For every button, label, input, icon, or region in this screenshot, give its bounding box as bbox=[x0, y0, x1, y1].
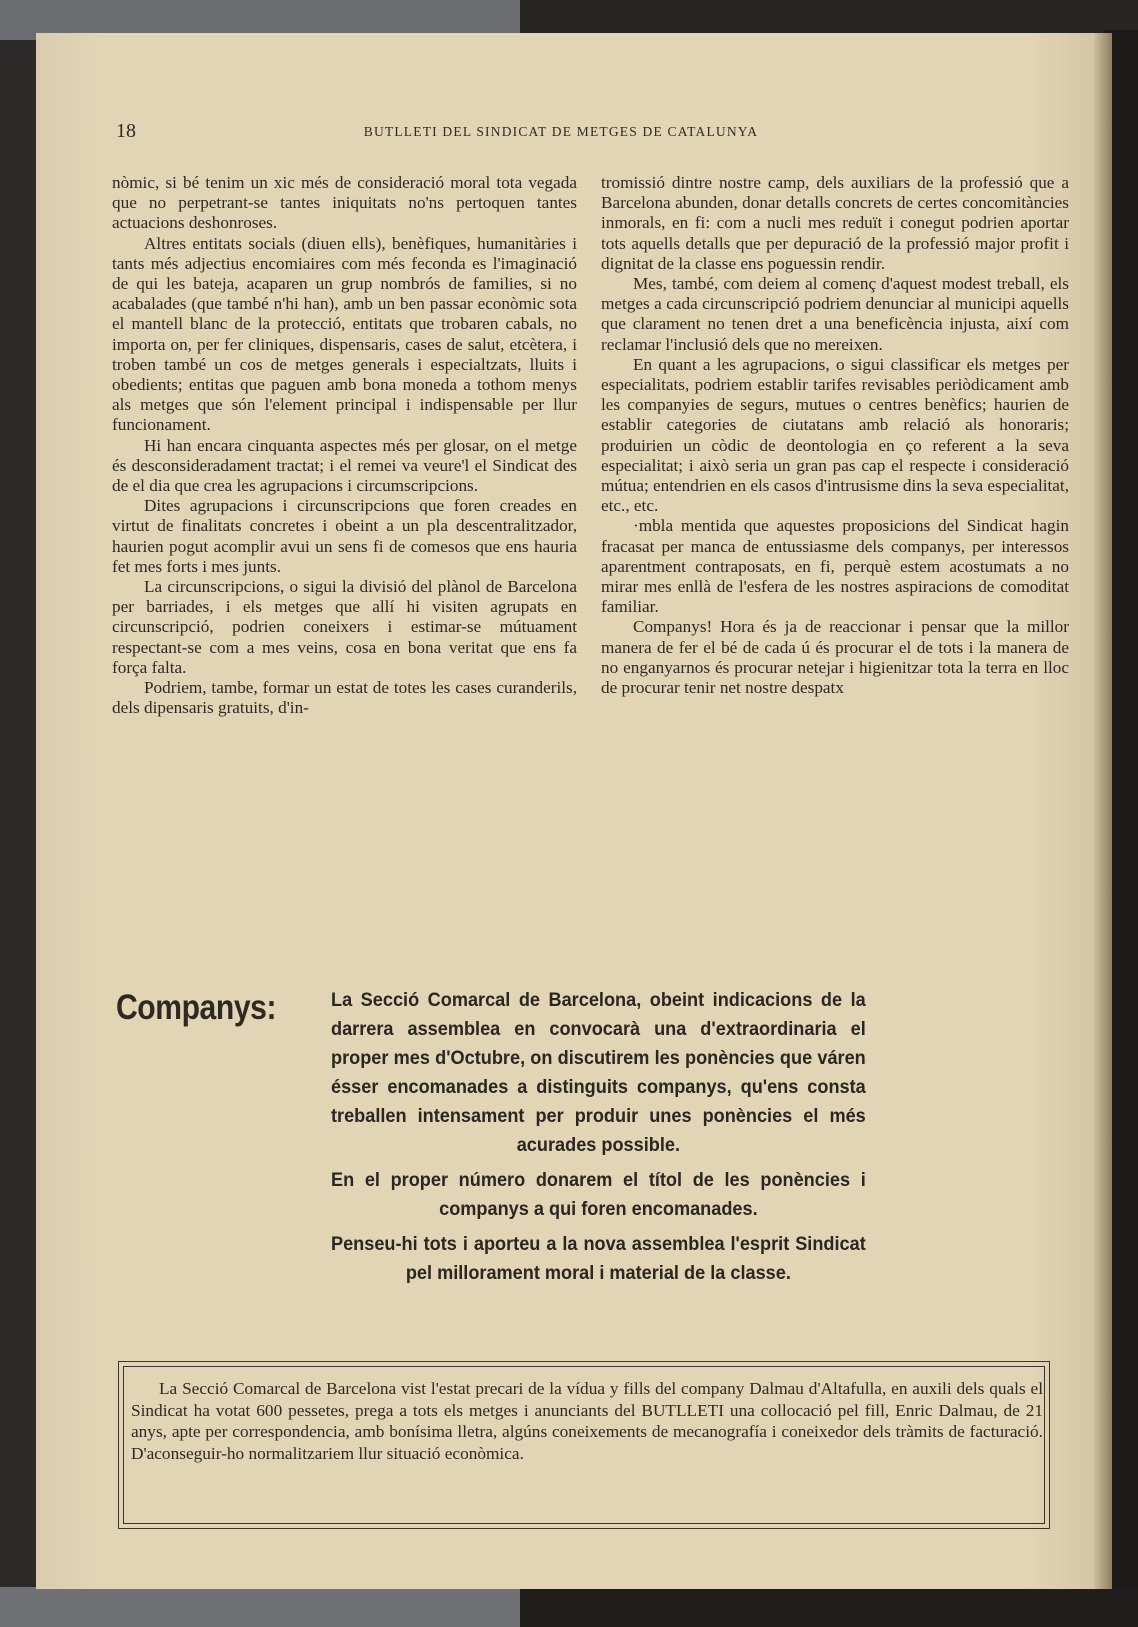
right-column bbox=[601, 173, 1069, 698]
notice-paragraph-3: Penseu-hi tots i aporteu a la nova assemblea l'esprit Sindicat pel millorament moral i material de la classe. bbox=[331, 1233, 866, 1284]
right-paragraph-5: Companys! Hora és ja de reaccionar i pensar que la millor manera de fer el bé de cada ú és procurar el de tots i la manera de no enganyarnos és procurar netejar i higienitzar tota la terra en lloc de procurar tenir net nostre despatx bbox=[601, 617, 1069, 698]
running-title: BUTLLETI DEL SINDICAT DE METGES DE CATALUNYA bbox=[363, 124, 759, 139]
boxed-announcement-text bbox=[131, 1378, 1043, 1464]
right-paragraph-4: ·mbla mentida que aquestes proposicions del Sindicat hagin fracasat per manca de entussiasme dels companys, per interessos aparentment contraposats, en fi, perquè estem acostumats a no mirar mes enllà de l'esfera de les nostres aspiracions de comoditat familiar. bbox=[601, 516, 1069, 617]
left-paragraph-6: Podriem, tambe, formar un estat de totes les cases curanderils, dels dipensaris gratuits, d'in- bbox=[112, 678, 577, 718]
left-paragraph-3: Hi han encara cinquanta aspectes més per glosar, on el metge és desconsideradament tractat; i el remei va veure'l el Sindicat des de el dia que crea les agrupacions i circumscripcions. bbox=[112, 435, 577, 496]
right-paragraph-3: En quant a les agrupacions, o sigui classificar els metges per especialitats, podriem establir tarifes revisables periòdicament amb les companyies de segurs, mutues o centres benèfics; haurien de establir categories de ciutatans amb relació als honoraris; produirien un còdic de deontologia en ço referent a la seva especialitat; i això seria un gran pas cap el respecte i consideració mútua; entendrien en els casos d'intrusisme dins la seva especialitat, etc., etc. bbox=[601, 354, 1069, 516]
left-paragraph-5: La circunscripcions, o sigui la divisió del plànol de Barcelona per barriades, i els metges que allí hi visiten agrupats en circunscripció, podrien coneixers i estimar-se mútuament respectant-se com a mes veins, cosa en bona veritat que ens fa força falta. bbox=[112, 577, 577, 677]
page-edge-shadow bbox=[1094, 33, 1112, 1589]
left-paragraph-1: nòmic, si bé tenim un xic més de consideració moral tota vegada que no perpetrant-se tantes iniquitats no'ns pertoquen tantes actuacions deshonroses. bbox=[112, 173, 577, 233]
page-header bbox=[116, 120, 1066, 150]
right-paragraph-1: tromissió dintre nostre camp, dels auxiliars de la professió que a Barcelona abunden, donar detalls concrets de certes concomitàncies inmorals, en fi: com a nucli mes reduït i conegut podrien aportar tots aquells detalls que per depuració de la professió major profit i dignitat de la classe ens poguessin rendir. bbox=[601, 173, 1069, 273]
boxed-text-body: La Secció Comarcal de Barcelona vist l'estat precari de la vídua y fills del company Dalmau d'Altafulla, en auxili dels quals el Sindicat ha votat 600 pessetes, prega a tots els metges i anunciants del BUTLLETI una collocació pel fill, Enric Dalmau, de 21 anys, apte per correspondencia, amb bonísima lletra, algúns coneixements de mecanografía i coneixedor dels tràmits de facturació. D'aconseguir-ho normalitzariem llur situació econòmica. bbox=[131, 1379, 1043, 1463]
boxed-announcement bbox=[118, 1361, 1050, 1529]
notice-paragraph-1: La Secció Comarcal de Barcelona, obeint indicacions de la darrera assemblea en convocarà una d'extraordinaria el proper mes d'Octubre, on discutirem les ponències que váren ésser encomanades a distinguits companys, qu'ens consta treballen intensament per produir unes ponències el més acurades possible. bbox=[331, 989, 866, 1156]
notice-body bbox=[331, 986, 866, 1294]
page-number: 18 bbox=[116, 120, 136, 142]
scan-background-bottom bbox=[0, 1587, 1138, 1627]
notice-title: Companys: bbox=[116, 988, 277, 1027]
notice-paragraph-2: En el proper número donarem el títol de les ponències i companys a qui foren encomanades. bbox=[331, 1169, 866, 1220]
document-page bbox=[36, 33, 1112, 1589]
left-column bbox=[112, 173, 577, 718]
scan-grey-card-bottom bbox=[0, 1587, 520, 1627]
left-paragraph-2: Altres entitats socials (diuen ells), benèfiques, humanitàries i tants més adjectius encomiaires com més feconda es l'imaginació de qui les bateja, acaparen un grup nombrós de families, si no acabalades (que també n'hi han), amb un ben passar econòmic sota el mantell blanc de la protecció, entitats que trobaren cabals, no importa on, per fer cliniques, dispensaris, cases de salut, etcètera, i troben també un cos de metges generals i especialtzats, lluits i obedients; entitas que paguen amb bona moneda a tothom menys als metges que són l'element principal i indispensable per llur funcionament. bbox=[112, 233, 577, 435]
left-paragraph-4: Dites agrupacions i circunscripcions que foren creades en virtut de finalitats concretes i obeint a un pla descentralitzador, haurien pogut acomplir avui un sens fi de comesos que ens hauria fet mes forts i mes junts. bbox=[112, 496, 577, 576]
right-paragraph-2: Mes, també, com deiem al començ d'aquest modest treball, els metges a cada circunscripció podriem denunciar al municipi aquells que clarament no tenen dret a una beneficència injusta, així com reclamar l'inclusió dels que no mereixen. bbox=[601, 274, 1069, 354]
